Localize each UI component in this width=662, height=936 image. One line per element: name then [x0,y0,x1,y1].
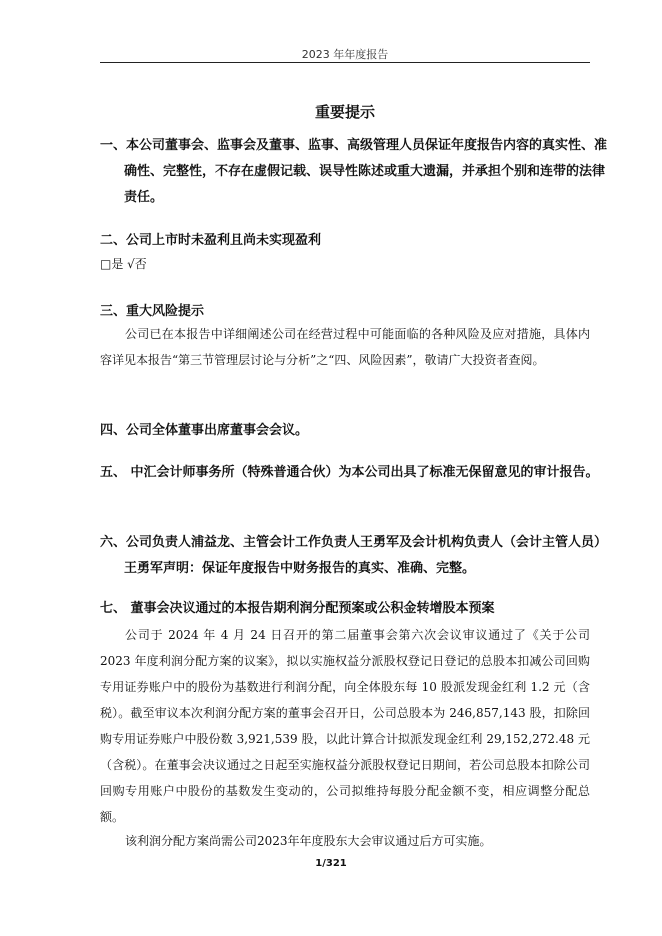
section-6-heading: 六、公司负责人浦益龙、主管会计工作负责人王勇军及会计机构负责人（会计主管人员）王勇军声明：保证年度报告中财务报告的真实、准确、完整。 [100,535,608,576]
section-2-heading: 二、公司上市时未盈利且尚未实现盈利 [100,233,322,248]
section-7-note: 该利润分配方案尚需公司2023年年度股东大会审议通过后方可实施。 [125,834,492,848]
section-3-body: 公司已在本报告中详细阐述公司在经营过程中可能面临的各种风险及应对措施，具体内容详见本报告“第三节管理层讨论与分析”之“四、风险因素”，敬请广大投资者查阅。 [100,327,590,367]
section-3-heading: 三、重大风险提示 [100,304,205,319]
header-divider [100,62,590,63]
section-4-heading: 四、公司全体董事出席董事会会议。 [100,423,309,438]
page-number: 1/321 [315,858,347,869]
section-5-heading: 五、 中汇会计师事务所（特殊普通合伙）为本公司出具了标准无保留意见的审计报告。 [100,465,599,480]
page-title: 重要提示 [314,103,375,121]
section-2-choice: □是 √否 [100,257,147,271]
running-header: 2023 年年度报告 [301,48,389,61]
section-7-body: 公司于 2024 年 4 月 24 日召开的第二届董事会第六次会议审议通过了《关于公司 2023 年度利润分配方案的议案》，拟以实施权益分派股权登记日登记的总股本扣减公司回购专用证券账户中的股份为基数进行利润分配，向全体股东每 10 股派发现金红利 1.2 元（含税）。截至审议本次利润分配方案的董事会召开日，公司总股本为 246,857,143 股，扣除回购专用证券账户中股份数 3,921,539 股，以此计算合计拟派发现金红利 29,152,272.48 元（含税）。在董事会决议通过之日起至实施权益分派股权登记日期间，若公司总股本扣除公司回购专用账户中股份的基数发生变动的，公司拟维持每股分配金额不变，相应调整分配总额。 [100,628,590,824]
section-1-heading: 一、本公司董事会、监事会及董事、监事、高级管理人员保证年度报告内容的真实性、准确性、完整性，不存在虚假记载、误导性陈述或重大遗漏，并承担个别和连带的法律责任。 [100,138,608,205]
section-7-heading: 七、 董事会决议通过的本报告期利润分配预案或公积金转增股本预案 [100,601,495,616]
